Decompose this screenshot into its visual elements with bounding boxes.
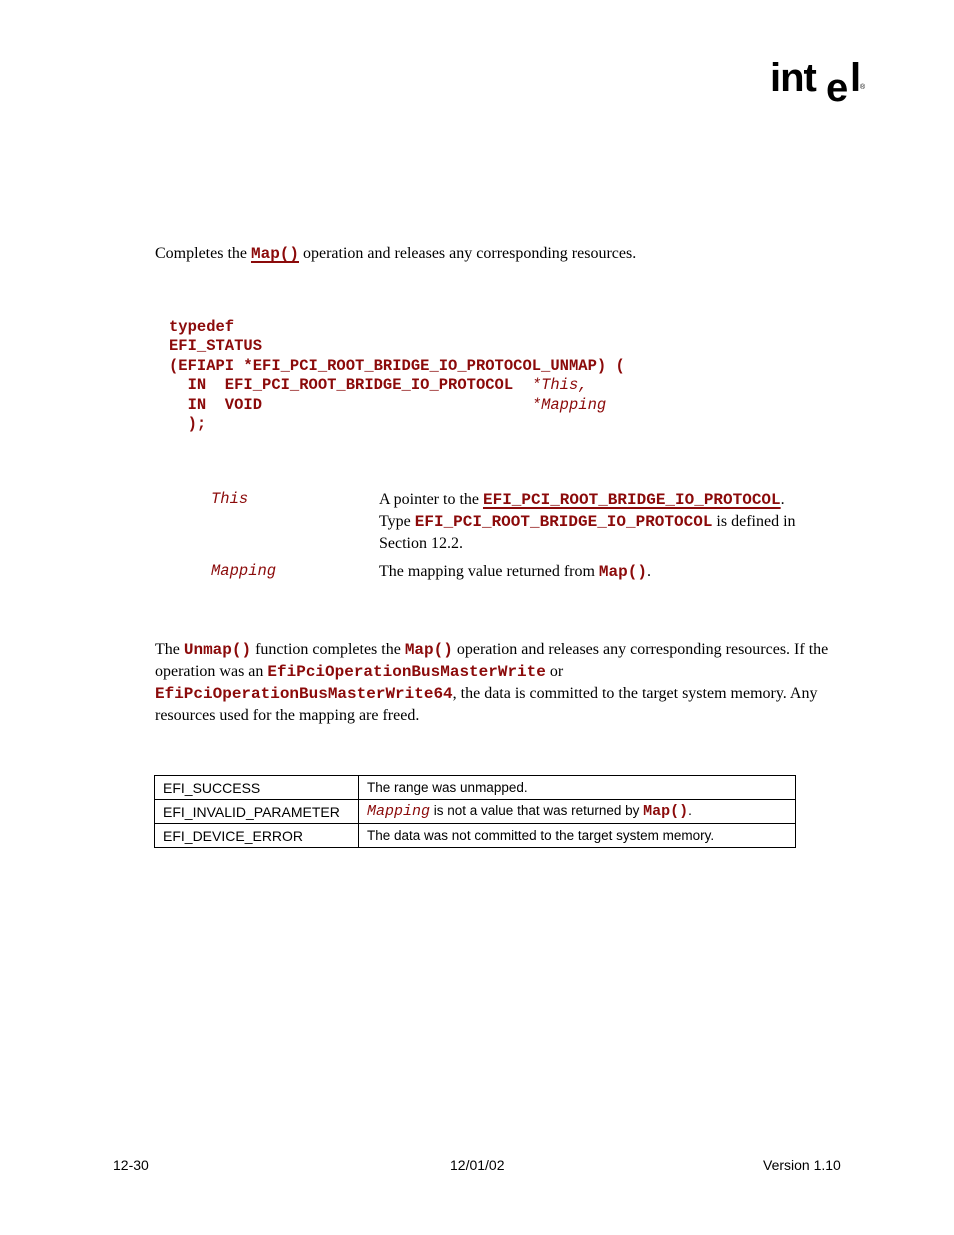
prototype-line: typedef [169,318,235,336]
table-row [155,824,796,848]
status-desc: Mapping is not a value that was returned by Map(). [359,800,796,824]
logo-e: e [826,66,849,110]
status-codes-table [154,775,796,848]
prototype-line: IN VOID *Mapping [169,395,607,414]
protocol-link[interactable]: EFI_PCI_ROOT_BRIDGE_IO_PROTOCOL [482,491,781,509]
summary-suffix: operation and releases any corresponding resources. [299,245,637,262]
status-desc: The range was unmapped. [359,776,796,800]
prototype-line: (EFIAPI *EFI_PCI_ROOT_BRIDGE_IO_PROTOCOL_UNMAP) ( [169,356,625,375]
prototype-line: ); [169,415,207,434]
prototype-line: EFI_STATUS [169,337,263,356]
param-desc-mapping: The mapping value returned from Map(). [379,563,651,581]
logo-l: l [850,56,862,100]
parameter-this [211,489,851,561]
summary-prefix: Completes the [155,245,251,262]
param-desc-this: A pointer to the EFI_PCI_ROOT_BRIDGE_IO_PROTOCOL. Type EFI_PCI_ROOT_BRIDGE_IO_PROTOCOL is defined in Section 12.2. [379,491,796,552]
footer-version: Version 1.10 [763,1157,841,1173]
status-desc: The data was not committed to the target system memory. [359,824,796,848]
summary [155,245,636,263]
prototype-line: IN EFI_PCI_ROOT_BRIDGE_IO_PROTOCOL *This, [169,376,588,395]
status-code: EFI_DEVICE_ERROR [155,824,359,848]
prototype-code [169,318,625,434]
footer-page-number: 12-30 [113,1157,149,1173]
description: The Unmap() function completes the Map() operation and releases any corresponding resources. If the operation was an EfiPciOperationBusMasterWrite or EfiPciOperationBusMasterWrite64, the data is committed to the target system memory. Any resources used for the mapping are freed. [155,641,829,724]
table-row [155,776,796,800]
parameter-mapping [211,561,851,583]
table-row [155,800,796,824]
param-name-mapping: Mapping [211,562,277,580]
footer-date: 12/01/02 [450,1157,505,1173]
parameters-list [211,489,851,583]
logo-registered: ® [860,84,866,91]
map-link[interactable]: Map() [250,245,299,263]
status-code: EFI_INVALID_PARAMETER [155,800,359,824]
param-name-this: This [211,490,249,508]
status-code: EFI_SUCCESS [155,776,359,800]
logo-int: int [770,56,816,100]
